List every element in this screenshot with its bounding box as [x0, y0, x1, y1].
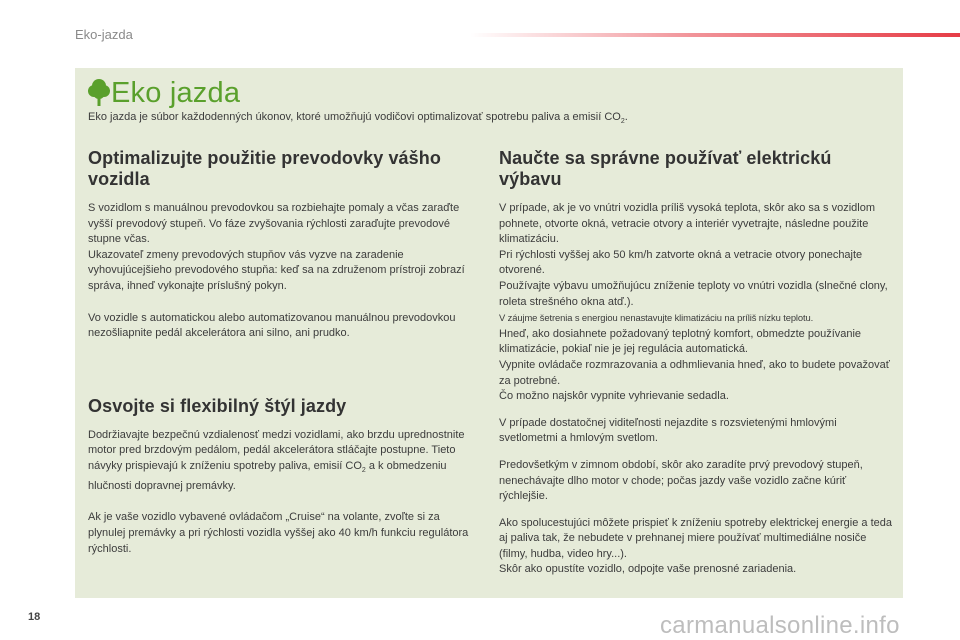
tree-icon	[88, 78, 110, 108]
paragraph: V prípade dostatočnej viditeľnosti nejazdite s rozsvietenými hmlovými svetlometmi a hmlovým svetlom.	[499, 416, 837, 445]
header-accent-bar	[470, 33, 960, 37]
heading-driving-style: Osvojte si flexibilný štýl jazdy	[88, 395, 347, 416]
watermark: carmanualsonline.info	[660, 612, 900, 639]
paragraph: Predovšetkým v zimnom období, skôr ako zaradíte prvý prevodový stupeň, nenechávajte dlho motor v chode; počas jazdy vaše vozidlo začne kúriť rýchlejšie.	[499, 458, 863, 503]
paragraph: Dodržiavajte bezpečnú vzdialenosť medzi vozidlami, ako brzdu uprednostnite motor pred brzdovým pedálom, pedál akcelerátora stláčajte postupne. Tieto návyky prispievajú k zníženiu spotreby paliva, emisií $CO_2$ a k obmedzeniu hlučnosti dopravnej premávky.	[88, 428, 465, 492]
paragraph: Vo vozidle s automatickou alebo automatizovanou manuálnou prevodovkou nezošliapnite pedál akcelerátora ani silno, ani prudko.	[88, 311, 456, 340]
page-number: 18	[28, 611, 41, 623]
left-column	[88, 148, 480, 568]
heading-electrical: Naučte sa správne používať elektrickú výbavu	[499, 148, 832, 189]
panel-title: Eko jazda	[111, 77, 241, 109]
paragraph: Ako spolucestujúci môžete prispieť k zníženiu spotreby elektrickej energie a teda aj paliva tak, že nebudete v prehnanej miere používať multimediálne nosiče (filmy, hudba, video hry...). Skôr ako opustíte vozidlo, odpojte vaše prenosné zariadenia.	[499, 516, 892, 576]
paragraph: V prípade, ak je vo vnútri vozidla príliš vysoká teplota, skôr ako sa s vozidlom pohnete, otvorte okná, vetracie otvory a interiér vyvetrajte, následne použite klimatizáciu. Pri rýchlosti vyššej ako 50 km/h zatvorte okná a vetracie otvory ponechajte otvorené. Používajte výbavu umožňujúcu zníženie teploty vo vnútri vozidla (slnečné clony, roleta strešného okna atď.). V záujme šetrenia s energiou nenastavujte klimatizáciu na príliš nízku teplotu. Hneď, ako dosiahnete požadovaný teplotný komfort, obmedzte používanie klimatizácie, pokiaľ nie je jej regulácia automatická. Vypnite ovládače rozmrazovania a odhmlievania hneď, ako to budete považovať za potrebné. Čo možno najskôr vypnite vyhrievanie sedadla.	[499, 202, 890, 403]
paragraph: S vozidlom s manuálnou prevodovkou sa rozbiehajte pomaly a včas zaraďte vyšší prevodový stupeň. Vo fáze zvyšovania rýchlosti zaraďujte prevodové stupne včas. Ukazovateľ zmeny prevodových stupňov vás vyzve na zaradenie vyhovujúcejšieho prevodového stupňa: keď sa na združenom prístroji zobrazí správa, ihneď vykonajte príslušný pokyn.	[88, 202, 465, 292]
section-header: Eko-jazda	[75, 27, 133, 42]
paragraph: Ak je vaše vozidlo vybavené ovládačom „Cruise“ na volante, zvoľte si za plynulej premávky a pri rýchlosti vozidla vyššej ako 40 km/h funkciu regulátora rýchlosti.	[88, 511, 469, 555]
heading-gearbox: Optimalizujte použitie prevodovky vášho vozidla	[88, 148, 441, 189]
intro-text: Eko jazda je súbor každodenných úkonov, ktoré umožňujú vodičovi optimalizovať spotrebu paliva a emisií $CO_2$.	[88, 111, 628, 126]
right-column	[499, 148, 894, 589]
